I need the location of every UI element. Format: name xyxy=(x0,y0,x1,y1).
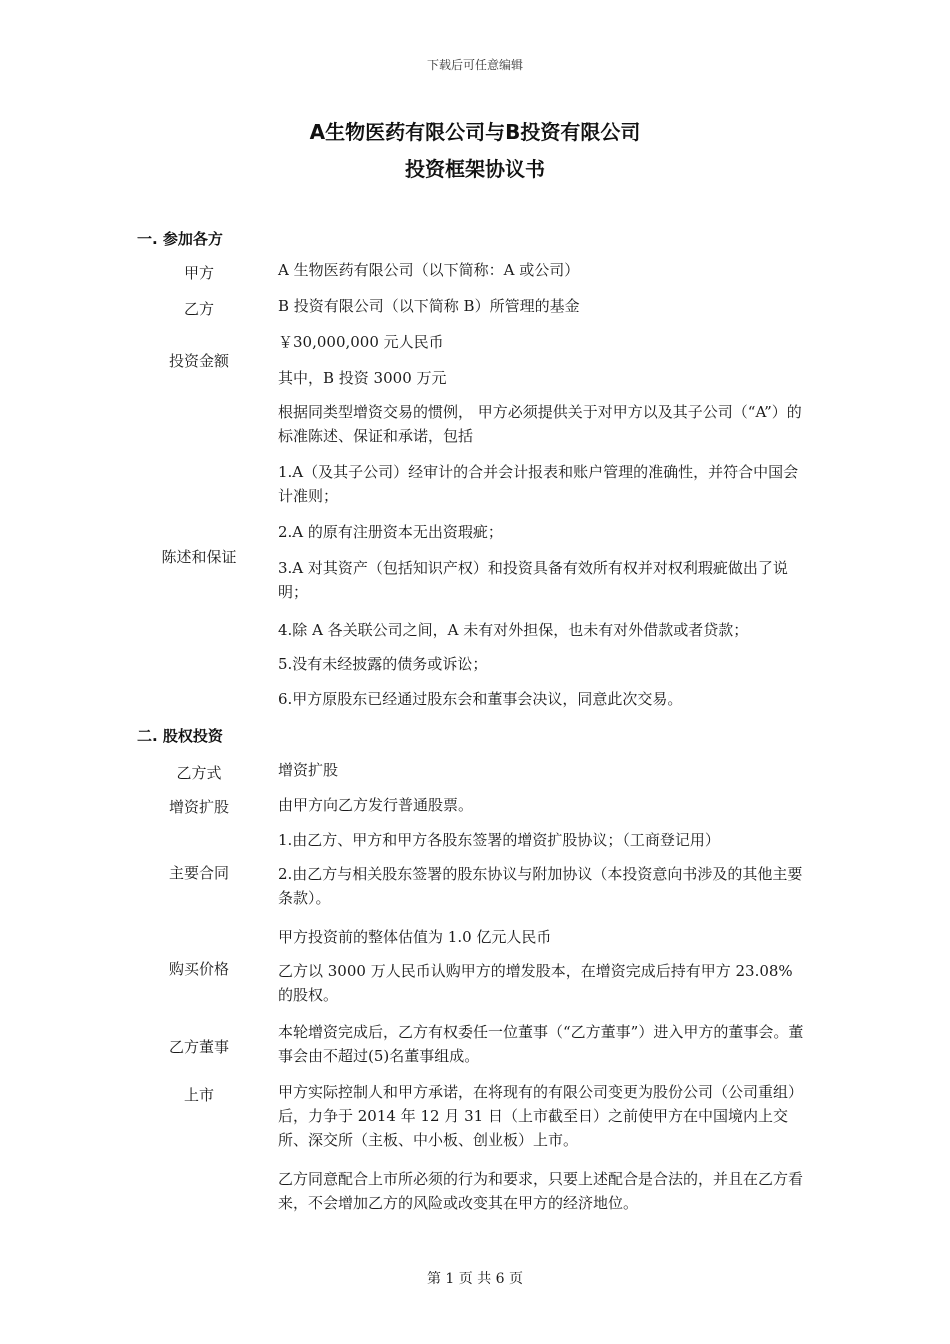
price-line1: 甲方投资前的整体估值为 1.0 亿元人民币 xyxy=(278,928,552,946)
capital-value: 由甲方向乙方发行普通股票。 xyxy=(278,796,474,814)
document-title-line2: 投资框架协议书 xyxy=(405,157,545,181)
reps-intro: 根据同类型增资交易的惯例， 甲方必须提供关于对甲方以及其子公司（“A”）的标准陈述、保证和承诺，包括 xyxy=(278,403,802,445)
document-title-line1: A生物医药有限公司与B投资有限公司 xyxy=(309,120,641,144)
price-line2: 乙方以 3000 万人民币认购甲方的增发股本，在增资完成后持有甲方 23.08% 的股权。 xyxy=(278,962,793,1004)
ipo-label: 上市 xyxy=(183,1086,214,1104)
amount-line1: ￥30,000,000 元人民币 xyxy=(278,333,444,351)
ipo-paragraph-2: 乙方同意配合上市所必须的行为和要求，只要上述配合是合法的，并且在乙方看来，不会增加乙方的风险或改变其在甲方的经济地位。 xyxy=(278,1170,804,1212)
section-heading-parties: 一. 参加各方 xyxy=(137,230,223,248)
reps-item-1: 1.A（及其子公司）经审计的合并会计报表和账户管理的准确性，并符合中国会计准则； xyxy=(278,463,799,505)
party-a-label: 甲方 xyxy=(183,264,214,282)
reps-item-2: 2.A 的原有注册资本无出资瑕疵； xyxy=(278,523,503,541)
contract-item-2: 2.由乙方与相关股东签署的股东协议与附加协议（本投资意向书涉及的其他主要条款）。 xyxy=(278,865,803,907)
method-label: 乙方式 xyxy=(176,764,222,782)
page-footer: 第 1 页 共 6 页 xyxy=(426,1271,524,1287)
method-value: 增资扩股 xyxy=(278,761,339,779)
reps-item-3: 3.A 对其资产（包括知识产权）和投资具备有效所有权并对权利瑕疵做出了说明； xyxy=(278,559,788,601)
reps-item-4: 4.除 A 各关联公司之间，A 未有对外担保，也未有对外借款或者贷款； xyxy=(278,621,749,639)
amount-label: 投资金额 xyxy=(168,352,229,370)
reps-item-6: 6.甲方原股东已经通过股东会和董事会决议，同意此次交易。 xyxy=(278,690,683,708)
party-b-value: B 投资有限公司（以下简称 B）所管理的基金 xyxy=(278,297,580,315)
contract-label: 主要合同 xyxy=(168,864,229,882)
capital-label: 增资扩股 xyxy=(168,798,229,816)
director-label: 乙方董事 xyxy=(168,1038,229,1056)
contract-item-1: 1.由乙方、甲方和甲方各股东签署的增资扩股协议；（工商登记用） xyxy=(278,831,720,849)
ipo-paragraph-1: 甲方实际控制人和甲方承诺，在将现有的有限公司变更为股份公司（公司重组）后，力争于 2014 年 12 月 31 日（上市截至日）之前使甲方在中国境内上交所、深交所（主板、中小板、创业板）上市。 xyxy=(278,1083,804,1149)
director-value: 本轮增资完成后，乙方有权委任一位董事（“乙方董事”）进入甲方的董事会。董事会由不超过(5)名董事组成。 xyxy=(278,1023,804,1065)
amount-line2: 其中，B 投资 3000 万元 xyxy=(278,369,447,387)
reps-item-5: 5.没有未经披露的债务或诉讼； xyxy=(278,655,488,673)
page-header: 下载后可任意编辑 xyxy=(426,58,523,72)
party-a-value: A 生物医药有限公司（以下简称：A 或公司） xyxy=(278,261,580,279)
reps-label: 陈述和保证 xyxy=(161,548,237,566)
price-label: 购买价格 xyxy=(168,960,229,978)
section-heading-equity: 二. 股权投资 xyxy=(137,727,223,745)
party-b-label: 乙方 xyxy=(183,300,214,318)
